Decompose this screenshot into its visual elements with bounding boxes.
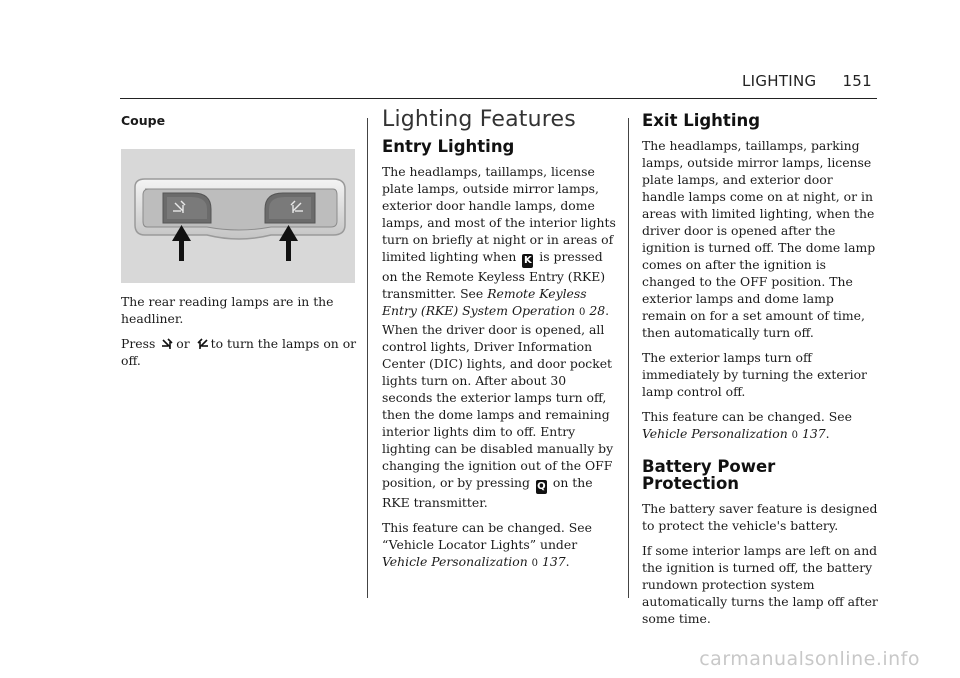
column-divider-2	[628, 118, 629, 598]
lamp-right-symbol-icon	[196, 338, 209, 350]
exit-lighting-text: The headlamps, taillamps, parking lamps, outside mirror lamps, license plate lamps, and exterior door handle lamps come on at night, or in areas with limited lighting, when the driver door is opened after the ignition is turned off. The dome lamp comes on after the ignition is changed to the OFF position. The exterior lamps and dome lamp remain on for a set amount of time, then automatically turn off.	[642, 138, 876, 340]
header-rule	[120, 98, 877, 99]
column-divider-1	[367, 118, 368, 598]
battery-protection-heading: Battery Power Protection	[642, 457, 776, 493]
rke-reference-link[interactable]: Remote Keyless Entry (RKE) System Operation 0 28	[382, 286, 606, 318]
section-title: Lighting Features	[382, 107, 576, 132]
lamp-left-symbol-icon	[161, 338, 174, 350]
vehicle-personalization-link-2[interactable]: Vehicle Personalization 0 137	[642, 426, 826, 441]
battery-rundown-text: If some interior lamps are left on and the ignition is turned off, the battery rundown protection system automatically turns the lamp off after some time.	[642, 543, 878, 626]
column-1	[121, 104, 357, 377]
column-3	[642, 104, 878, 635]
entry-lighting-text: The headlamps, taillamps, license plate lamps, outside mirror lamps, exterior door handle lamps, dome lamps, and most of the interior lights turn on briefly at night or in areas of limited lighting when K is pressed on the Remote Keyless Entry (RKE) transmitter. See Remote Keyless Entry (RKE) System Operation 0 28. When the driver door is opened, all control lights, Driver Information Center (DIC) lights, and door pocket lights turn on. After about 30 seconds the exterior lamps turn off, then the dome lamps and remaining interior lights dim to off. Entry lighting can be disabled manually by changing the ignition out of the OFF position, or by pressing Q on the RKE transmitter.	[382, 164, 616, 510]
rear-reading-lamps-text: The rear reading lamps are in the headliner.	[121, 294, 334, 326]
vehicle-personalization-link[interactable]: Vehicle Personalization 0 137	[382, 554, 566, 569]
unlock-key-icon: K	[523, 255, 532, 266]
section-name: LIGHTING	[741, 72, 817, 90]
page-number: 151	[842, 72, 872, 90]
rear-reading-lamps-figure	[121, 149, 355, 283]
left-lamp-button-icon[interactable]	[163, 193, 211, 223]
lock-key-icon: Q	[537, 481, 546, 492]
exit-lamps-off-text: The exterior lamps turn off immediately by turning the exterior lamp control off.	[642, 350, 867, 399]
entry-lighting-heading: Entry Lighting	[382, 137, 515, 156]
exit-lighting-heading: Exit Lighting	[642, 111, 761, 130]
watermark: carmanualsonline.info	[699, 648, 920, 670]
press-instruction: Press or to turn the lamps on or off.	[121, 336, 357, 368]
headliner-illustration	[121, 149, 355, 283]
column-2	[382, 104, 618, 580]
exit-lighting-change-text: This feature can be changed. See Vehicle Personalization 0 137.	[642, 409, 852, 441]
entry-lighting-change-text: This feature can be changed. See “Vehicle Locator Lights” under Vehicle Personalization 0 137.	[382, 520, 592, 569]
battery-saver-text: The battery saver feature is designed to protect the vehicle's battery.	[642, 501, 878, 533]
running-head	[742, 72, 872, 90]
right-lamp-button-icon[interactable]	[265, 193, 315, 223]
coupe-heading: Coupe	[121, 113, 166, 128]
